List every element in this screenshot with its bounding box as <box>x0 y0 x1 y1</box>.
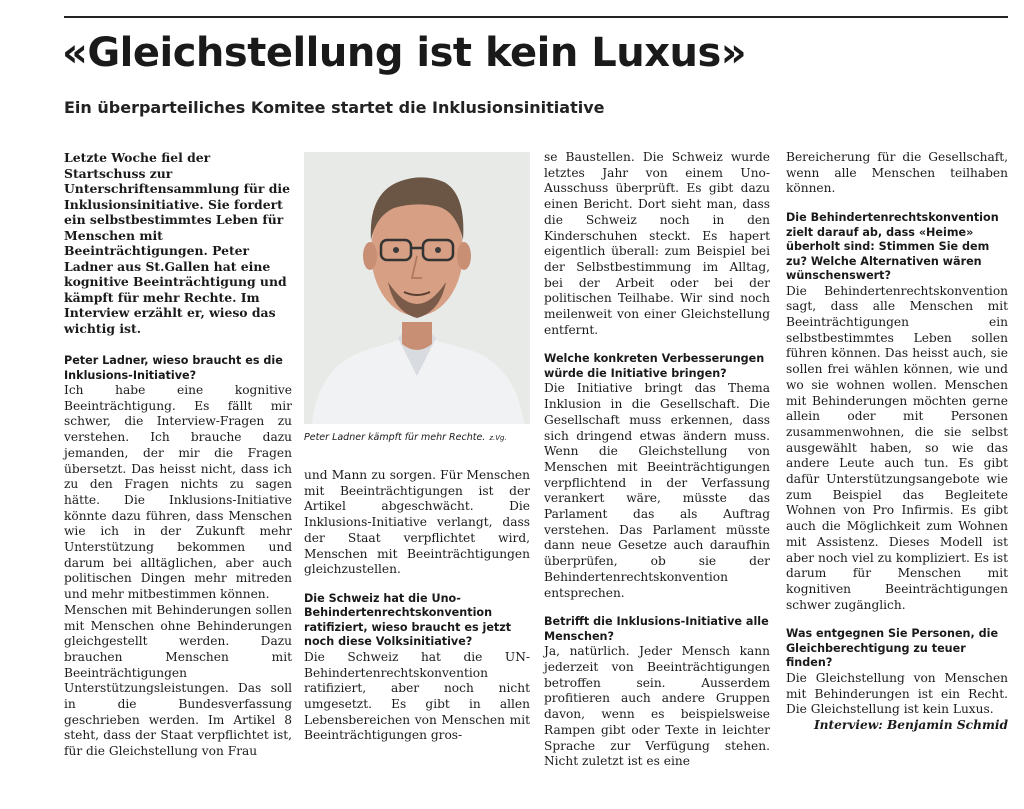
subheadline: Ein überparteiliches Komitee startet die Inklusionsinitiative <box>64 98 605 117</box>
top-rule <box>64 16 1008 18</box>
question-6: Was entgegnen Sie Personen, die Gleichberechtigung zu teuer finden? <box>786 627 999 670</box>
answer-3: Die Initiative bringt das Thema Inklusion in die Gesellschaft. Die Gesellschaft muss erkennen, dass sich dringend etwas ändern muss. Wenn die Gleichstellung von Menschen mit Beeinträchtigungen verpflichtend in der Verfassung verankert wäre, müsste das Parlament das als Auftrag verstehen. Das Parlament müsste dann neue Gesetze auch daraufhin überprüfen, ob sie der Behindertenrechtskonvention entsprechen. <box>544 381 770 600</box>
photo-caption <box>304 432 530 443</box>
lead-paragraph: Letzte Woche fiel der Startschuss zur Unterschriftensammlung für die Inklusionsinitiative. Sie fordert ein selbstbestimmtes Leben für Menschen mit Beeinträchtigungen. Peter Ladner aus St.Gallen hat eine kognitive Beeinträchtigung und kämpft für mehr Rechte. Im Interview erzählt er, wieso das wichtig ist. <box>64 150 291 336</box>
answer-1-end: und Mann zu sorgen. Für Menschen mit Beeinträchtigungen ist der Artikel abgeschwächt. Die Inklusions-Initiative verlangt, dass der Staat verpflichtet wird, Menschen mit Beeinträchtigungen gleichzustellen. <box>304 468 530 577</box>
portrait-photo <box>304 152 530 424</box>
question-5: Die Behindertenrechtskonvention zielt darauf ab, dass «Heime» überholt sind: Stimmen Sie dem zu? Welche Alternativen wären wünschenswert? <box>786 211 999 283</box>
headline: «Gleichstellung ist kein Luxus» <box>62 30 747 76</box>
column-2 <box>304 468 530 744</box>
answer-2-continued: se Baustellen. Die Schweiz wurde letztes Jahr von einem Uno-Ausschuss überprüft. Es gibt dazu einen Bericht. Dort sieht man, dass die Schweiz noch in den Kinderschuhen steckt. Es hapert eigentlich überall: zum Beispiel bei der Selbstbestimmung im Alltag, bei der Arbeit oder bei der politischen Teilhabe. Wir sind noch meilenweit von einer Gleichstellung entfernt. <box>544 150 770 337</box>
column-3 <box>544 150 770 770</box>
question-3: Welche konkreten Verbesserungen würde die Initiative bringen? <box>544 352 765 380</box>
question-1: Peter Ladner, wieso braucht es die Inklusions-Initiative? <box>64 354 283 382</box>
answer-4: Ja, natürlich. Jeder Mensch kann jederzeit von Beeinträchtigungen betroffen sein. Ausserdem profitieren auch andere Gruppen davon, wenn es beispielsweise Rampen gibt oder Texte in leichter Sprache zur Verfügung stehen. Nicht zuletzt ist es eine <box>544 644 770 769</box>
interview-signature: Interview: Benjamin Schmid <box>813 717 1008 732</box>
question-4: Betrifft die Inklusions-Initiative alle Menschen? <box>544 615 769 643</box>
answer-4-continued: Bereicherung für die Gesellschaft, wenn alle Menschen teilhaben können. <box>786 150 1008 196</box>
answer-1-continued: Menschen mit Behinderungen sollen mit Menschen ohne Behinderungen gleichgestellt werden. Dazu brauchen Menschen mit Beeinträchtigungen Unterstützungsleistungen. Das soll in die Bundesverfassung geschrieben werden. Im Artikel 8 steht, dass der Staat verpflichtet ist, für die Gleichstellung von Frau <box>64 602 292 759</box>
answer-2: Die Schweiz hat die UN-Behindertenrechtskonvention ratifiziert, aber noch nicht umgesetzt. Es gibt in allen Lebensbereichen von Menschen mit Beeinträchtigungen gros- <box>304 649 530 743</box>
caption-text: Peter Ladner kämpft für mehr Rechte. <box>304 432 486 443</box>
answer-1: Ich habe eine kognitive Beeinträchtigung. Es fällt mir schwer, die Interview-Fragen zu verstehen. Ich brauche dazu jemanden, der mir die Fragen übersetzt. Das heisst nicht, dass ich zu den Fragen nichts zu sagen hätte. Die Inklusions-Initiative könnte dazu führen, dass Menschen wie ich in der Zukunft mehr Unterstützung bekommen und darum bei alltäglichen, aber auch politischen Dingen mehr mitreden und mehr mitbestimmen können. <box>64 383 292 602</box>
column-4 <box>786 150 1008 734</box>
answer-5: Die Behindertenrechtskonvention sagt, dass alle Menschen mit Beeinträchtigungen ein selbstbestimmtes Leben sollen führen können. Das heisst auch, sie sollen frei wählen können, wie und wo sie wohnen wollen. Menschen mit Behinderungen möchten gerne allein oder mit Personen zusammenwohnen, die sie selbst ausgewählt haben, so wie das andere Leute auch tun. Es gibt dafür Unterstützungsangebote wie zum Beispiel das Begleitete Wohnen von Pro Infirmis. Es gibt auch die Möglichkeit zum Wohnen mit Assistenz. Dieses Modell ist aber noch viel zu kompliziert. Es ist darum für Menschen mit kognitiven Beeinträchtigungen schwer zugänglich. <box>786 283 1008 612</box>
photo-credit: z.Vg. <box>489 434 507 442</box>
question-2: Die Schweiz hat die Uno-Behindertenrechtskonvention ratifiziert, wieso braucht es jetzt noch diese Volksinitiative? <box>304 591 512 649</box>
column-1 <box>64 150 292 760</box>
answer-6: Die Gleichstellung von Menschen mit Behinderungen ist ein Recht. Die Gleichstellung ist kein Luxus. <box>786 670 1008 717</box>
